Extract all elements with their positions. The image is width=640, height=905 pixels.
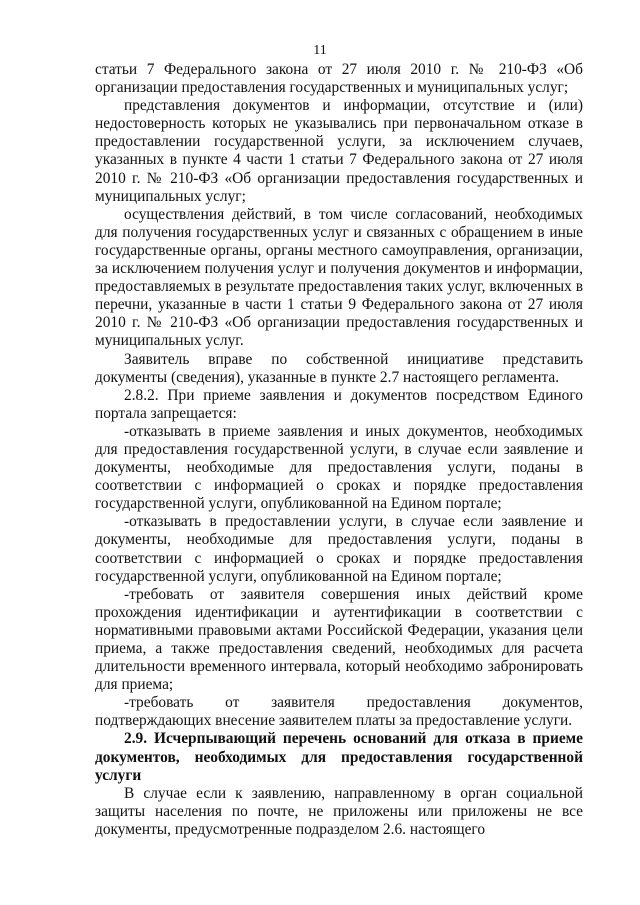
page-number: 11 xyxy=(313,43,327,58)
section-heading-2-9: 2.9. Исчерпывающий перечень оснований для отказа в приеме документов, необходимых для предоставления государственной услуги xyxy=(95,730,583,784)
paragraph-postal-application: В случае если к заявлению, направленному в орган социальной защиты населения по почте, не приложены или приложены не все документы, предусмотренные подразделом 2.6. настоящего xyxy=(95,784,583,838)
paragraph-documents-absence: представления документов и информации, отсутствие и (или) недостоверность которых не указывались при первоначальном отказе в предоставлении государственной услуги, за исключением случаев, указанных в пункте 4 части 1 статьи 7 Федерального закона от 27 июля 2010 г. № 210-ФЗ «Об организации предоставления государственных и муниципальных услуг; xyxy=(95,97,583,205)
paragraph-applicant-right: Заявитель вправе по собственной инициативе представить документы (сведения), указанные в пункте 2.7 настоящего регламента. xyxy=(95,350,583,386)
paragraph-section-2-8-2: 2.8.2. При приеме заявления и документов посредством Единого портала запрещается: xyxy=(95,386,583,422)
paragraph-law-reference: статьи 7 Федерального закона от 27 июля 2010 г. № 210-ФЗ «Об организации предоставления государственных и муниципальных услуг; xyxy=(95,61,583,97)
list-item-refuse-service: -отказывать в предоставлении услуги, в случае если заявление и документы, необходимые для предоставления услуги, поданы в соответствии с информацией о сроках и порядке предоставления государственной услуги, опубликованной на Едином портале; xyxy=(95,513,583,585)
document-body xyxy=(95,61,583,839)
list-item-refuse-acceptance: -отказывать в приеме заявления и иных документов, необходимых для предоставления государственной услуги, в случае если заявление и документы, необходимые для предоставления услуги, поданы в соответствии с информацией о сроках и порядке предоставления государственной услуги, опубликованной на Едином портале; xyxy=(95,422,583,513)
list-item-require-actions: -требовать от заявителя совершения иных действий кроме прохождения идентификации и аутентификации в соответствии с нормативными правовыми актами Российской Федерации, указания цели приема, а также предоставления сведений, необходимых для расчета длительности временного интервала, который необходимо забронировать для приема; xyxy=(95,585,583,694)
paragraph-actions-approvals: осуществления действий, в том числе согласований, необходимых для получения государственных услуг и связанных с обращением в иные государственные органы, органы местного самоуправления, организации, за исключением получения услуг и получения документов и информации, предоставляемых в результате предоставления таких услуг, включенных в перечни, указанные в части 1 статьи 9 Федерального закона от 27 июля 2010 г. № 210-ФЗ «Об организации предоставления государственных и муниципальных услуг. xyxy=(95,205,583,350)
list-item-require-payment-proof: -требовать от заявителя предоставления документов, подтверждающих внесение заявителем платы за предоставление услуги. xyxy=(95,694,583,730)
